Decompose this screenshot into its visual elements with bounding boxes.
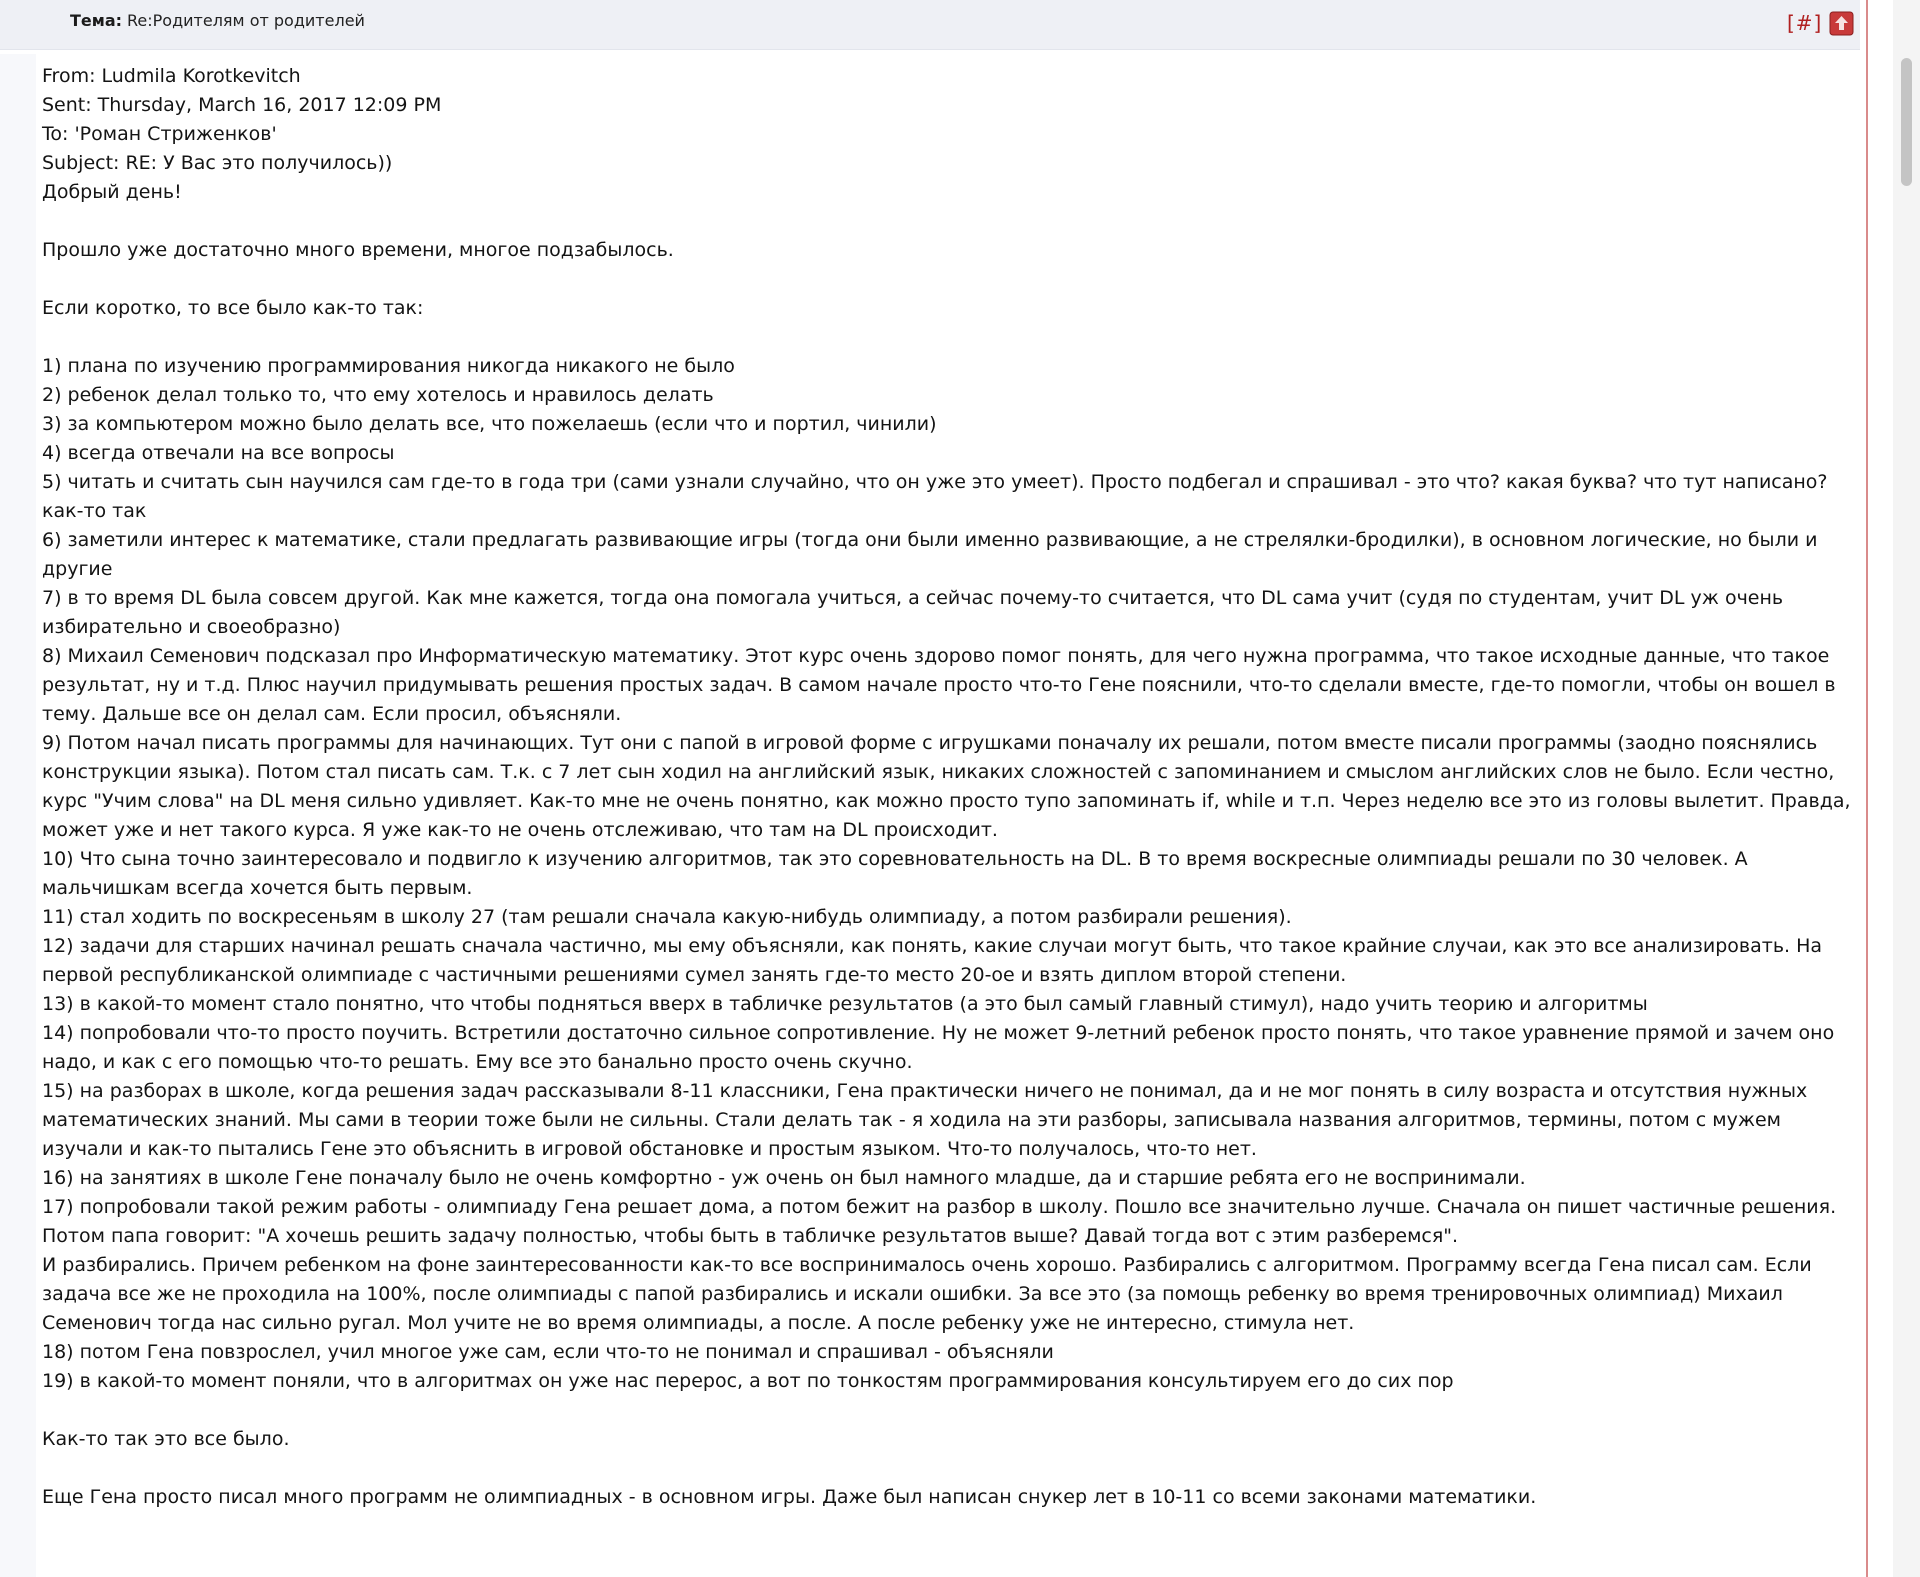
- list-item: 11) стал ходить по воскресеньям в школу 27 (там решали сначала какую-нибудь олимпиаду, а потом разбирали решения).: [42, 906, 1292, 928]
- blank-line: [42, 207, 1860, 236]
- list-item: 19) в какой-то момент поняли, что в алгоритмах он уже нас перерос, а вот по тонкостям программирования консультируем его до сих пор: [42, 1370, 1454, 1392]
- list-item: 16) на занятиях в школе Гене поначалу было не очень комфортно - уж очень он был намного младше, да и старшие ребята его не воспринимали.: [42, 1167, 1526, 1189]
- email-to: To: 'Роман Стриженков': [42, 123, 277, 145]
- intro-paragraph: Если коротко, то все было как-то так:: [42, 297, 424, 319]
- closing-paragraph: Как-то так это все было.: [42, 1428, 290, 1450]
- up-arrow-icon[interactable]: [1829, 11, 1854, 36]
- list-item: 3) за компьютером можно было делать все, что пожелаешь (если что и портил, чинили): [42, 413, 937, 435]
- list-item: 17) попробовали такой режим работы - олимпиаду Гена решает дома, а потом бежит на разбор в школу. Пошло все значительно лучше. Сначала он пишет частичные решения. Потом папа говорит: "А хочешь решить задачу полностью, чтобы быть в табличке результатов выше? Давай тогда вот с этим разберемся".: [42, 1196, 1837, 1247]
- post-anchor-link[interactable]: [#]: [1787, 11, 1823, 35]
- topic-header: [0, 0, 1860, 50]
- list-item: 8) Михаил Семенович подсказал про Информатическую математику. Этот курс очень здорово помог понять, для чего нужна программа, что такое исходные данные, что такое результат, ну и т.д. Плюс научил придумывать решения простых задач. В самом начале просто что-то Гене пояснили, что-то сделали вместе, где-то помогли, чтобы он вошел в тему. Дальше все он делал сам. Если просил, объясняли.: [42, 645, 1836, 725]
- list-item: 1) плана по изучению программирования никогда никакого не было: [42, 355, 735, 377]
- closing-paragraph: Еще Гена просто писал много программ не олимпиадных - в основном игры. Даже был написан снукер лет в 10-11 со всеми законами математики.: [42, 1486, 1537, 1508]
- post-container: [0, 54, 1860, 1577]
- list-item: 2) ребенок делал только то, что ему хотелось и нравилось делать: [42, 384, 714, 406]
- list-item: 18) потом Гена повзрослел, учил многое уже сам, если что-то не понимал и спрашивал - объясняли: [42, 1341, 1054, 1363]
- list-item: 15) на разборах в школе, когда решения задач рассказывали 8-11 классники, Гена практически ничего не понимал, да и не мог понять в силу возраста и отсутствия нужных математических знаний. Мы сами в теории тоже были не сильны. Стали делать так - я ходила на эти разборы, записывала названия алгоритмов, термины, потом с мужем изучали и как-то пытались Гене это объяснить в игровой обстановке и простым языком. Что-то получалось, что-то нет.: [42, 1080, 1808, 1160]
- topic-title: Re:Родителям от родителей: [127, 11, 365, 30]
- list-item: 9) Потом начал писать программы для начинающих. Тут они с папой в игровой форме с игрушками поначалу их решали, потом вместе писали программы (заодно пояснялись конструкции языка). Потом стал писать сам. Т.к. с 7 лет сын ходил на английский язык, никаких сложностей с запоминанием и смыслом английских слов не было. Если честно, курс "Учим слова" на DL меня сильно удивляет. Как-то мне не очень понятно, как можно просто тупо запоминать if, while и т.п. Через неделю все это из головы вылетит. Правда, может уже и нет такого курса. Я уже как-то не очень отслеживаю, что там на DL происходит.: [42, 732, 1851, 841]
- email-sent: Sent: Thursday, March 16, 2017 12:09 PM: [42, 94, 442, 116]
- email-subject: Subject: RE: У Вас это получилось)): [42, 152, 393, 174]
- list-item: 12) задачи для старших начинал решать сначала частично, мы ему объясняли, как понять, какие случаи могут быть, что такое крайние случаи, как это все анализировать. На первой республиканской олимпиаде с частичными решениями сумел занять где-то место 20-ое и взять диплом второй степени.: [42, 935, 1823, 986]
- list-item: 5) читать и считать сын научился сам где-то в года три (сами узнали случайно, что он уже это умеет). Просто подбегал и спрашивал - это что? какая буква? что тут написано? как-то так: [42, 471, 1828, 522]
- blank-line: [42, 323, 1860, 352]
- blank-line: [42, 1396, 1860, 1425]
- intro-paragraph: Прошло уже достаточно много времени, многое подзабылось.: [42, 239, 674, 261]
- scrollbar-thumb[interactable]: [1901, 58, 1912, 186]
- content-border: [1866, 0, 1868, 1577]
- list-item: 10) Что сына точно заинтересовало и подвигло к изучению алгоритмов, так это соревновательность на DL. В то время воскресные олимпиады решали по 30 человек. А мальчишкам всегда хочется быть первым.: [42, 848, 1748, 899]
- blank-line: [42, 1454, 1860, 1483]
- list-item: 14) попробовали что-то просто поучить. Встретили достаточно сильное сопротивление. Ну не может 9-летний ребенок просто понять, что такое уравнение прямой и зачем оно надо, и как с его помощью что-то решать. Ему все это банально просто очень скучно.: [42, 1022, 1835, 1073]
- post-gutter: [0, 54, 36, 1577]
- list-item: 7) в то время DL была совсем другой. Как мне кажется, тогда она помогала учиться, а сейчас почему-то считается, что DL сама учит (судя по студентам, учит DL уж очень избирательно и своеобразно): [42, 587, 1784, 638]
- scrollbar-track[interactable]: [1893, 0, 1920, 1577]
- blank-line: [42, 265, 1860, 294]
- email-from: From: Ludmila Korotkevitch: [42, 65, 301, 87]
- list-item: 4) всегда отвечали на все вопросы: [42, 442, 395, 464]
- list-item: И разбирались. Причем ребенком на фоне заинтересованности как-то все воспринималось очень хорошо. Разбирались с алгоритмом. Программу всегда Гена писал сам. Если задача все же не проходила на 100%, после олимпиады с папой разбирались и искали ошибки. За все это (за помощь ребенку во время тренировочных олимпиад) Михаил Семенович тогда нас сильно ругал. Мол учите не во время олимпиады, а после. А после ребенку уже не интересно, стимула нет.: [42, 1254, 1812, 1334]
- list-item: 6) заметили интерес к математике, стали предлагать развивающие игры (тогда они были именно развивающие, а не стрелялки-бродилки), в основном логические, но были и другие: [42, 529, 1818, 580]
- greeting: Добрый день!: [42, 181, 182, 203]
- list-item: 13) в какой-то момент стало понятно, что чтобы подняться вверх в табличке результатов (а это был самый главный стимул), надо учить теорию и алгоритмы: [42, 993, 1648, 1015]
- topic-label: Тема:: [70, 11, 123, 30]
- post-body: [42, 62, 1860, 1512]
